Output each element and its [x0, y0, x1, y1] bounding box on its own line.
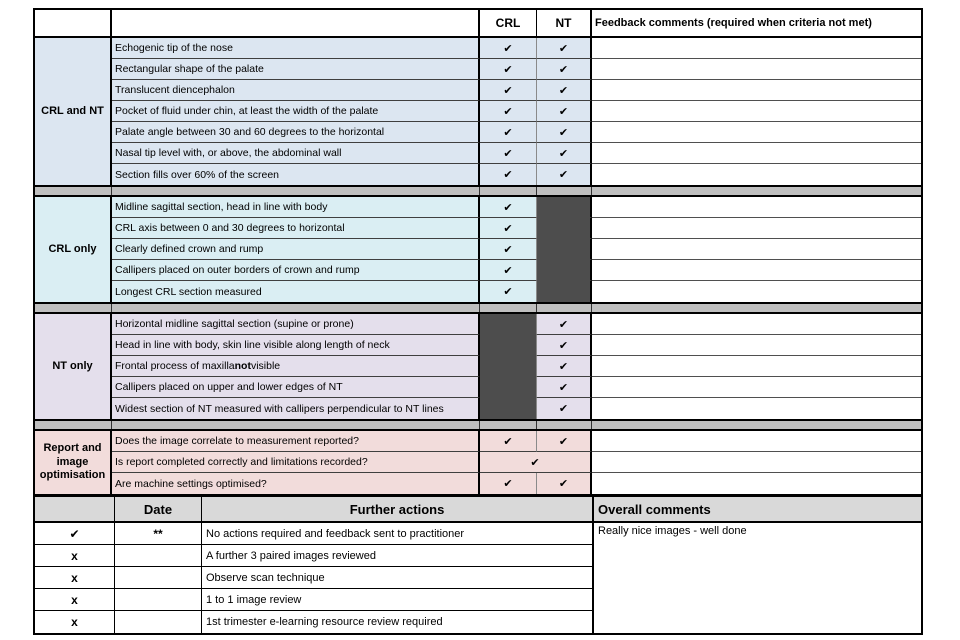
crl-check-cell[interactable]: ✔ — [480, 239, 537, 260]
nt-check-cell[interactable]: ✔ — [537, 122, 592, 143]
criteria-row — [112, 431, 921, 452]
section-category-label: CRL only — [35, 197, 112, 302]
table-header-row — [35, 10, 921, 38]
criteria-row — [112, 356, 921, 377]
crl-blocked-cell — [480, 398, 537, 419]
action-label: Observe scan technique — [206, 571, 325, 584]
crl-check-cell[interactable]: ✔ — [480, 59, 537, 80]
feedback-comment-cell[interactable] — [592, 59, 921, 80]
criteria-label-part: Frontal process of maxilla — [115, 360, 235, 372]
nt-blocked-cell — [537, 218, 592, 239]
feedback-comment-cell[interactable] — [592, 218, 921, 239]
further-actions-header: Further actions — [349, 501, 445, 517]
feedback-comment-cell[interactable] — [592, 38, 921, 59]
criteria-label: Echogenic tip of the nose — [112, 38, 480, 59]
criteria-label — [112, 356, 480, 377]
criteria-label: Rectangular shape of the palate — [112, 59, 480, 80]
feedback-comment-cell[interactable] — [592, 377, 921, 398]
crl-blocked-cell — [480, 335, 537, 356]
crl-check-cell[interactable]: ✔ — [480, 197, 537, 218]
feedback-comment-cell[interactable] — [592, 335, 921, 356]
criteria-label: Does the image correlate to measurement reported? — [112, 431, 480, 452]
criteria-label: Are machine settings optimised? — [112, 473, 480, 494]
feedback-comment-cell[interactable] — [592, 164, 921, 185]
date-cell[interactable]: ** — [115, 523, 202, 544]
section-separator — [35, 302, 921, 314]
criteria-header-cell — [112, 10, 480, 36]
criteria-label: Widest section of NT measured with callipers perpendicular to NT lines — [112, 398, 480, 419]
feedback-comment-cell[interactable] — [592, 101, 921, 122]
crl-column-header: CRL — [480, 10, 537, 36]
section-separator — [35, 185, 921, 197]
criteria-row — [112, 314, 921, 335]
action-label: 1st trimester e-learning resource review required — [206, 616, 443, 628]
nt-check-cell[interactable]: ✔ — [537, 398, 592, 419]
feedback-comment-cell[interactable] — [592, 356, 921, 377]
date-header: Date — [115, 497, 202, 521]
criteria-label: Nasal tip level with, or above, the abdominal wall — [112, 143, 480, 164]
criteria-label: Midline sagittal section, head in line with body — [112, 197, 480, 218]
section-category-label: Report and image optimisation — [35, 431, 112, 494]
criteria-row — [112, 281, 921, 302]
section-category-label: CRL and NT — [35, 38, 112, 185]
nt-column-header: NT — [537, 10, 592, 36]
crl-check-cell[interactable]: ✔ — [480, 473, 537, 494]
section-separator — [35, 419, 921, 431]
feedback-comment-cell[interactable] — [592, 281, 921, 302]
image-audit-table — [33, 8, 923, 635]
action-label: A further 3 paired images reviewed — [206, 549, 376, 562]
feedback-comment-cell[interactable] — [592, 314, 921, 335]
nt-check-cell[interactable]: ✔ — [537, 377, 592, 398]
criteria-label-part: visible — [250, 360, 281, 372]
criteria-row — [112, 197, 921, 218]
crl-check-cell[interactable]: ✔ — [480, 218, 537, 239]
nt-check-cell[interactable]: ✔ — [537, 314, 592, 335]
criteria-row — [112, 260, 921, 281]
overall-comments-cell[interactable]: Really nice images - well done — [592, 523, 921, 633]
nt-blocked-cell — [537, 197, 592, 218]
date-cell[interactable] — [115, 567, 202, 588]
section-nt-only — [35, 314, 921, 419]
nt-check-cell[interactable]: ✔ — [537, 431, 592, 452]
crl-blocked-cell — [480, 314, 537, 335]
criteria-row — [112, 218, 921, 239]
criteria-row — [112, 80, 921, 101]
criteria-row — [112, 452, 921, 473]
category-header-cell — [35, 10, 112, 36]
overall-comments-header: Overall comments — [592, 497, 921, 521]
action-row — [35, 589, 592, 611]
feedback-comment-cell[interactable] — [592, 431, 921, 452]
criteria-row — [112, 38, 921, 59]
criteria-label: Palate angle between 30 and 60 degrees to the horizontal — [112, 122, 480, 143]
nt-check-cell[interactable]: ✔ — [537, 59, 592, 80]
nt-check-cell[interactable]: ✔ — [537, 335, 592, 356]
feedback-comment-cell[interactable] — [592, 398, 921, 419]
feedback-comment-cell[interactable] — [592, 260, 921, 281]
criteria-label: Is report completed correctly and limitations recorded? — [112, 452, 480, 473]
section-crl-and-nt — [35, 38, 921, 185]
criteria-label: Horizontal midline sagittal section (supine or prone) — [112, 314, 480, 335]
crl-blocked-cell — [480, 356, 537, 377]
feedback-comment-cell[interactable] — [592, 143, 921, 164]
crl-check-cell[interactable]: ✔ — [480, 38, 537, 59]
nt-check-cell[interactable]: ✔ — [537, 143, 592, 164]
nt-check-cell[interactable]: ✔ — [537, 80, 592, 101]
section-report-optimisation — [35, 431, 921, 494]
action-mark-cell[interactable]: ✔ — [35, 523, 115, 544]
criteria-row — [112, 335, 921, 356]
feedback-comment-cell[interactable] — [592, 80, 921, 101]
criteria-row — [112, 473, 921, 494]
actions-rows — [35, 523, 592, 633]
criteria-label: Longest CRL section measured — [112, 281, 480, 302]
criteria-label: Callipers placed on outer borders of crown and rump — [112, 260, 480, 281]
action-row — [35, 523, 592, 545]
crl-check-cell[interactable]: ✔ — [480, 80, 537, 101]
section-crl-only — [35, 197, 921, 302]
mark-header-cell — [35, 497, 115, 521]
criteria-label: Clearly defined crown and rump — [112, 239, 480, 260]
criteria-label: Section fills over 60% of the screen — [112, 164, 480, 185]
criteria-label: Translucent diencephalon — [112, 80, 480, 101]
section-category-label: NT only — [35, 314, 112, 419]
criteria-row — [112, 101, 921, 122]
action-label: No actions required and feedback sent to practitioner — [206, 527, 465, 540]
date-cell[interactable] — [115, 545, 202, 566]
action-mark-cell[interactable]: x — [35, 545, 115, 566]
feedback-comment-cell[interactable] — [592, 452, 921, 473]
feedback-column-header: Feedback comments (required when criteria not met) — [595, 17, 872, 29]
action-row — [35, 567, 592, 589]
feedback-comment-cell[interactable] — [592, 239, 921, 260]
crl-check-cell[interactable]: ✔ — [480, 143, 537, 164]
action-row — [35, 545, 592, 567]
date-cell[interactable] — [115, 611, 202, 633]
crl-check-cell[interactable]: ✔ — [480, 164, 537, 185]
nt-check-cell[interactable]: ✔ — [537, 38, 592, 59]
criteria-label: Head in line with body, skin line visible along length of neck — [112, 335, 480, 356]
criteria-row — [112, 164, 921, 185]
criteria-row — [112, 377, 921, 398]
feedback-comment-cell[interactable] — [592, 122, 921, 143]
crl-check-cell[interactable]: ✔ — [480, 431, 537, 452]
criteria-label: Pocket of fluid under chin, at least the width of the palate — [112, 101, 480, 122]
nt-check-cell[interactable]: ✔ — [537, 473, 592, 494]
nt-blocked-cell — [537, 239, 592, 260]
nt-blocked-cell — [537, 260, 592, 281]
crl-check-cell[interactable]: ✔ — [480, 101, 537, 122]
criteria-row — [112, 398, 921, 419]
nt-check-cell[interactable]: ✔ — [537, 164, 592, 185]
action-label: 1 to 1 image review — [206, 593, 302, 606]
criteria-label-bold: not — [234, 360, 251, 372]
criteria-row — [112, 143, 921, 164]
nt-check-cell[interactable]: ✔ — [537, 101, 592, 122]
action-mark-cell[interactable]: x — [35, 567, 115, 588]
action-row — [35, 611, 592, 633]
crl-check-cell[interactable]: ✔ — [480, 281, 537, 302]
criteria-row — [112, 59, 921, 80]
actions-header-row — [35, 494, 921, 523]
feedback-comment-cell[interactable] — [592, 197, 921, 218]
criteria-label: CRL axis between 0 and 30 degrees to horizontal — [112, 218, 480, 239]
criteria-label: Callipers placed on upper and lower edges of NT — [112, 377, 480, 398]
criteria-row — [112, 122, 921, 143]
crl-check-cell[interactable]: ✔ — [480, 260, 537, 281]
crl-check-cell[interactable]: ✔ — [480, 122, 537, 143]
criteria-row — [112, 239, 921, 260]
action-mark-cell[interactable]: x — [35, 611, 115, 633]
action-mark-cell[interactable]: x — [35, 589, 115, 610]
crl-blocked-cell — [480, 377, 537, 398]
crl-nt-merged-check-cell[interactable]: ✔ — [480, 452, 592, 473]
date-cell[interactable] — [115, 589, 202, 610]
nt-blocked-cell — [537, 281, 592, 302]
nt-check-cell[interactable]: ✔ — [537, 356, 592, 377]
actions-body — [35, 523, 921, 633]
feedback-comment-cell[interactable] — [592, 473, 921, 494]
